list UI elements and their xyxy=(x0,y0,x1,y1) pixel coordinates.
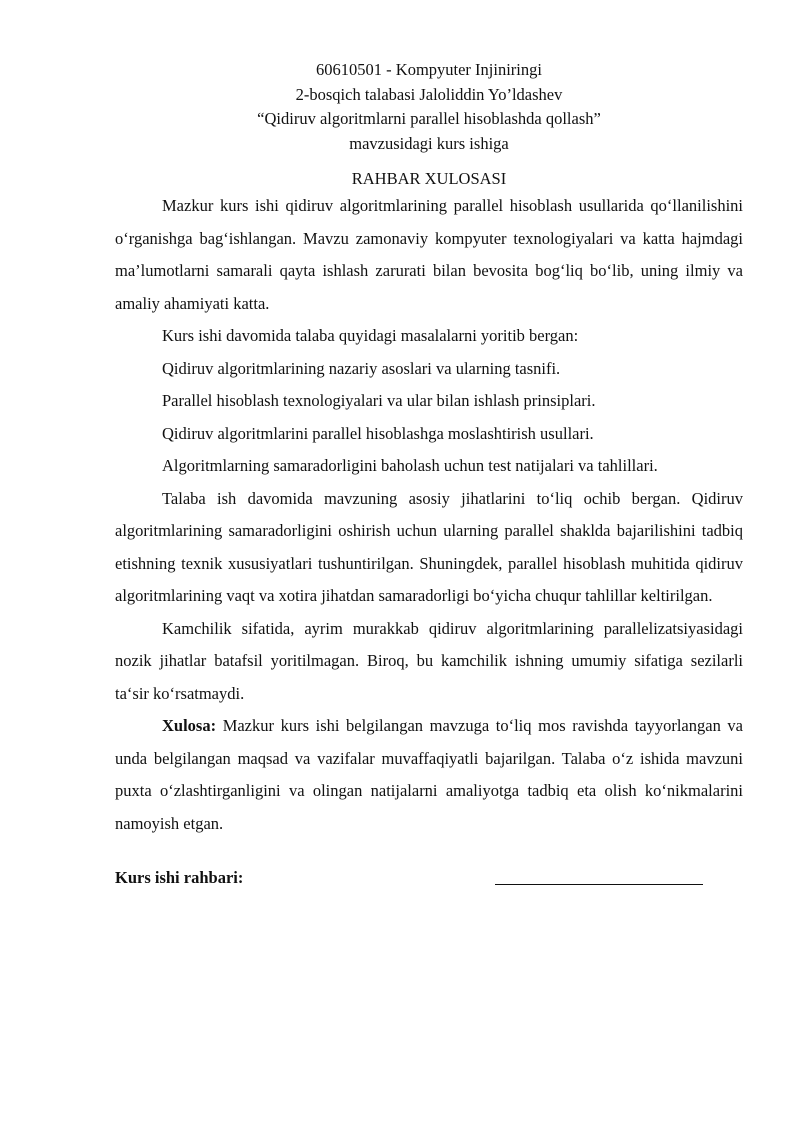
header-topic-line: “Qidiruv algoritmlarni parallel hisoblashda qollash” xyxy=(257,109,601,128)
conclusion-label: Xulosa: xyxy=(162,716,217,735)
supervisor-label: Kurs ishi rahbari: xyxy=(115,868,244,887)
section-title: RAHBAR XULOSASI xyxy=(351,169,507,188)
signature-line xyxy=(495,884,703,885)
header-program-line: 60610501 - Kompyuter Injiniringi xyxy=(316,60,542,79)
paragraph-conclusion xyxy=(115,710,743,840)
task-item: Qidiruv algoritmlarining nazariy asoslari va ularning tasnifi. xyxy=(162,358,561,378)
paragraph-assessment: Talaba ish davomida mavzuning asosiy jihatlarini to‘liq ochib bergan. Qidiruv algoritmlarining samaradorligini oshirish uchun ularning parallel shaklda bajarilishini tadbiq etishning texnik xususiyatlari tushuntirilgan. Shuningdek, parallel hisoblash muhitida qidiruv algoritmlarining vaqt va xotira jihatdan samaradorligi bo‘yicha chuqur tahlillar keltirilgan. xyxy=(115,488,743,605)
paragraph-intro: Mazkur kurs ishi qidiruv algoritmlarining parallel hisoblash usullarida qo‘llanilishini o‘rganishga bag‘ishlangan. Mavzu zamonaviy kompyuter texnologiyalari va katta hajmdagi ma’lumotlarni samarali qayta ishlash zarurati bilan bevosita bog‘liq bo‘lib, uning ilmiy va amaliy ahamiyati katta. xyxy=(115,196,743,313)
document-page xyxy=(115,58,743,898)
task-item: Algoritmlarning samaradorligini baholash uchun test natijalari va tahlillari. xyxy=(162,456,658,475)
document-header xyxy=(115,58,743,156)
header-course-work-line: mavzusidagi kurs ishiga xyxy=(349,133,509,153)
review-body xyxy=(115,190,743,840)
signature-row xyxy=(115,868,743,898)
task-item: Qidiruv algoritmlarini parallel hisoblashga moslashtirish usullari. xyxy=(162,423,594,443)
header-student-line: 2-bosqich talabasi Jaloliddin Yo’ldashev xyxy=(295,84,563,104)
paragraph-tasks-intro: Kurs ishi davomida talaba quyidagi masalalarni yoritib bergan: xyxy=(162,326,579,345)
conclusion-text: Mazkur kurs ishi belgilangan mavzuga to‘liq mos ravishda tayyorlangan va unda belgilangan maqsad va vazifalar muvaffaqiyatli bajarilgan. Talaba o‘z ishida mavzuni puxta o‘zlashtirganligini va olingan natijalarni amaliyotga tadbiq eta olish ko‘nikmalarini namoyish etgan. xyxy=(115,716,743,833)
task-item: Parallel hisoblash texnologiyalari va ular bilan ishlash prinsiplari. xyxy=(162,391,596,410)
paragraph-shortcomings: Kamchilik sifatida, ayrim murakkab qidiruv algoritmlarining parallelizatsiyasidagi nozik jihatlar batafsil yoritilmagan. Biroq, bu kamchilik ishning umumiy sifatiga sezilarli ta‘sir ko‘rsatmaydi. xyxy=(115,618,743,703)
